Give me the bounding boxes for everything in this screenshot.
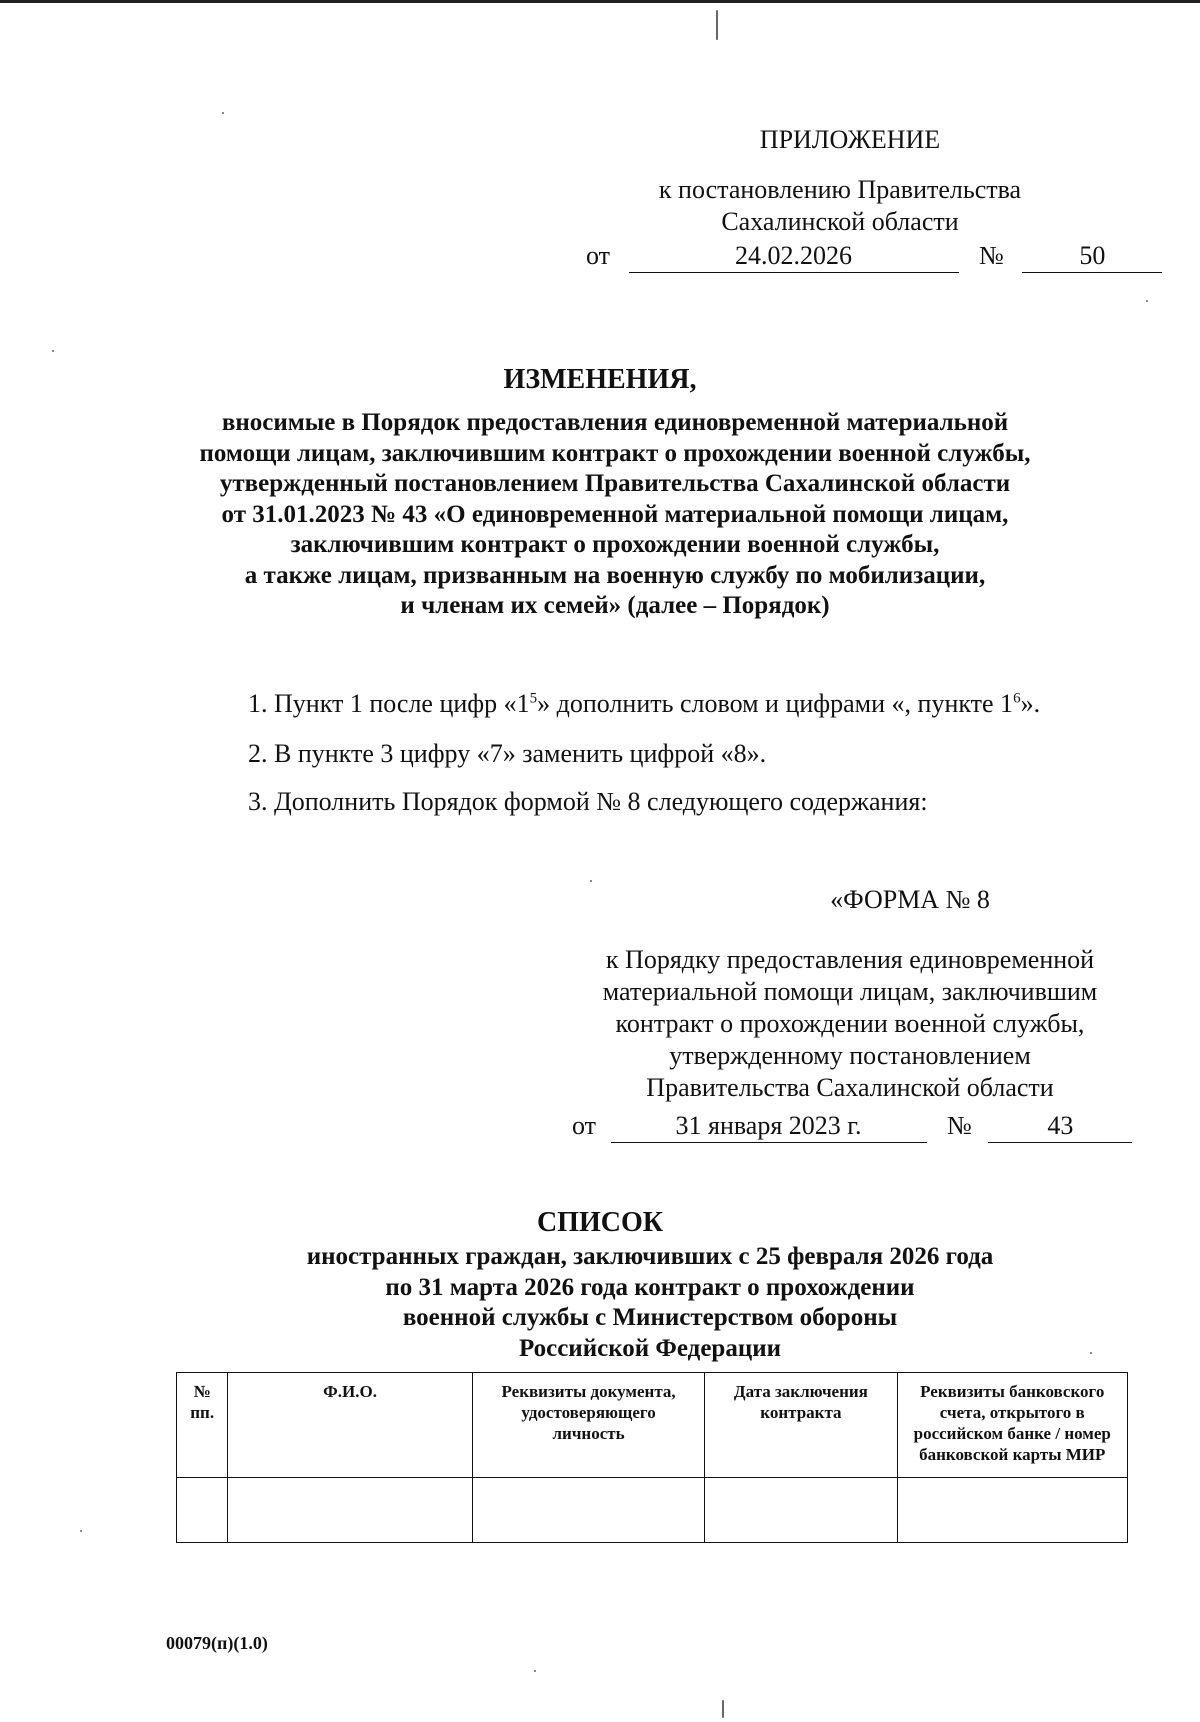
form-date: 31 января 2023 г. <box>611 1110 927 1143</box>
column-header-full-name: Ф.И.О. <box>228 1373 473 1478</box>
form-title: «ФОРМА № 8 <box>830 885 990 914</box>
changes-line-4: от 31.01.2023 № 43 «О единовременной материальной помощи лицам, <box>221 500 1009 528</box>
item-1-superscript-1: 5 <box>529 690 538 707</box>
form-number-label: № <box>947 1111 972 1140</box>
item-2: 2. В пункте 3 цифру «7» заменить цифрой «8». <box>248 739 767 768</box>
form-line-4: утвержденному постановлением <box>669 1041 1031 1070</box>
list-line-2: по 31 марта 2026 года контракт о прохождении <box>385 1273 915 1301</box>
table-cell-empty <box>897 1478 1128 1543</box>
appendix-line-1: к постановлению Правительства <box>658 175 1022 204</box>
appendix-number-label: № <box>979 241 1004 270</box>
list-line-4: Российской Федерации <box>518 1334 782 1362</box>
item-1-text-c: ». <box>1020 689 1041 718</box>
form-line-5: Правительства Сахалинской области <box>646 1073 1054 1102</box>
table-cell-empty <box>705 1478 897 1543</box>
form-date-line <box>572 1110 1132 1143</box>
scan-speck <box>222 112 224 114</box>
appendix-line-2: Сахалинской области <box>721 207 959 236</box>
changes-line-7: и членам их семей» (далее – Порядок) <box>400 592 830 619</box>
column-header-number: № пп. <box>177 1373 228 1478</box>
scan-speck <box>590 880 592 882</box>
changes-line-3: утвержденный постановлением Правительства Сахалинской области <box>219 470 1011 497</box>
list-heading: СПИСОК <box>536 1207 664 1238</box>
form-line-3: контракт о прохождении военной службы, <box>615 1009 1085 1038</box>
scan-speck <box>1090 1352 1092 1354</box>
appendix-from-label: от <box>586 241 611 270</box>
column-header-contract-date: Дата заключения контракта <box>705 1373 897 1478</box>
foreign-citizens-table <box>176 1372 1128 1543</box>
list-line-3: военной службы с Министерством обороны <box>402 1304 898 1331</box>
changes-line-1: вносимые в Порядок предоставления единовременной материальной <box>221 409 1009 436</box>
table-cell-empty <box>177 1478 228 1543</box>
appendix-date: 24.02.2026 <box>629 240 959 273</box>
form-line-1: к Порядку предоставления единовременной <box>605 945 1095 974</box>
scan-artifact-line <box>716 10 718 40</box>
item-1-superscript-2: 6 <box>1013 690 1021 707</box>
item-3: 3. Дополнить Порядок формой № 8 следующего содержания: <box>248 787 928 816</box>
column-header-id-document: Реквизиты документа, удостоверяющего личность <box>472 1373 704 1478</box>
table-row <box>177 1478 1128 1543</box>
changes-heading: ИЗМЕНЕНИЯ, <box>503 364 697 395</box>
form-from-label: от <box>572 1111 597 1140</box>
changes-line-2: помощи лицам, заключившим контракт о прохождении военной службы, <box>199 439 1031 467</box>
item-1 <box>248 688 1148 720</box>
scan-artifact-line <box>722 1700 724 1718</box>
list-line-1: иностранных граждан, заключивших с 25 февраля 2026 года <box>306 1243 994 1270</box>
changes-line-6: а также лицам, призванным на военную службу по мобилизации, <box>244 561 986 589</box>
form-line-2: материальной помощи лицам, заключившим <box>602 977 1098 1006</box>
table-header-row <box>177 1373 1128 1478</box>
list-description <box>200 1242 1100 1364</box>
table-cell-empty <box>472 1478 704 1543</box>
changes-line-5: заключившим контракт о прохождении военной службы, <box>290 531 940 558</box>
changes-description <box>150 408 1080 622</box>
scan-speck <box>52 350 54 352</box>
document-code: 00079(п)(1.0) <box>166 1633 268 1653</box>
appendix-date-line <box>586 240 1146 273</box>
form-description <box>570 944 1130 1104</box>
item-1-text-b: » дополнить словом и цифрами «, пункте 1 <box>537 689 1014 718</box>
table-cell-empty <box>228 1478 473 1543</box>
scan-top-edge <box>0 0 1200 3</box>
form-number: 43 <box>988 1110 1132 1143</box>
scan-speck <box>534 1670 536 1672</box>
appendix-number: 50 <box>1022 240 1162 273</box>
scan-speck <box>1146 300 1148 302</box>
column-header-bank-details: Реквизиты банковского счета, открытого в российском банке / номер банковской карты МИР <box>897 1373 1128 1478</box>
scan-speck <box>80 1530 82 1532</box>
item-1-text-a: 1. Пункт 1 после цифр «1 <box>248 689 530 718</box>
appendix-title: ПРИЛОЖЕНИЕ <box>759 125 941 154</box>
